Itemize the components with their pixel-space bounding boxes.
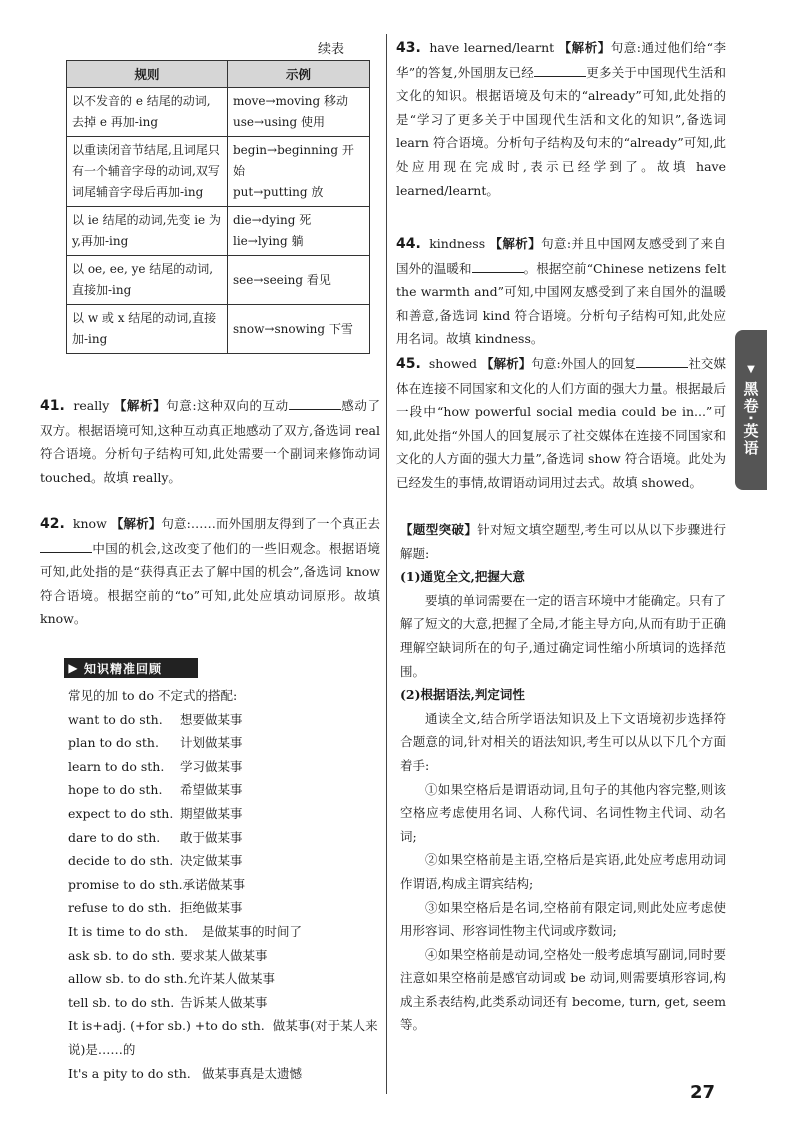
tip-point-2: ②如果空格前是主语,空格后是宾语,此处应考虑用动词作谓语,构成主谓宾结构; [400, 852, 726, 891]
triangle-icon: ▼ [747, 363, 755, 375]
step-2-body: 通读全文,结合所学语法知识及上下文语境初步选择符合题意的词,针对相关的语法知识,考生可以从以下几个方面着手: [400, 710, 726, 773]
list-item: refuse to do sth. 拒绝做某事 [68, 900, 243, 916]
column-divider [386, 34, 387, 1094]
table-row [67, 256, 370, 305]
example-cell: see→seeing 看见 [228, 256, 370, 305]
list-item: promise to do sth.承诺做某事 [68, 876, 246, 892]
analysis-tag: 【解析】 [481, 356, 532, 371]
answer: kindness [429, 236, 486, 251]
page-number: 27 [690, 1082, 716, 1103]
list-item: It's a pity to do sth. 做某事真是太遗憾 [68, 1065, 303, 1081]
example-cell: die→dying 死 lie→lying 躺 [228, 207, 370, 256]
answer: really [73, 398, 110, 413]
blank [289, 397, 341, 410]
list-item: learn to do sth. 学习做某事 [68, 758, 243, 774]
blank [40, 540, 92, 553]
list-item: ask sb. to do sth. 要求某人做某事 [68, 947, 268, 963]
arrow-icon: ▶ [68, 661, 78, 675]
tip-point-3: ③如果空格后是名词,空格前有限定词,则此处应考虑使用形容词、形容词性物主代词或序数词; [400, 899, 726, 939]
tip-point-1: ①如果空格后是谓语动词,且句子的其他内容完整,则该空格应考虑使用名词、人称代词、名词性物主代词、动名词; [400, 781, 726, 844]
tips-intro: 【题型突破】针对短文填空题型,考生可以从以下步骤进行解题: [400, 522, 726, 561]
blank [636, 355, 688, 368]
knowledge-review-banner: ▶ 知识精准回顾 [64, 658, 198, 678]
tip-point-4: ④如果空格前是动词,空格处一般考虑填写副词,同时要注意如果空格前是感官动词或 be 动词,则需要填形容词,构成主系表结构,此类系动词还有 become, turn, get, seem 等。 [400, 946, 726, 1033]
example-cell: move→moving 移动 use→using 使用 [228, 88, 370, 137]
analysis-tag: 【解析】 [489, 236, 542, 251]
blank [472, 260, 524, 273]
list-item: It is time to do sth. 是做某事的时间了 [68, 923, 303, 939]
rule-cell: 以不发音的 e 结尾的动词,去掉 e 再加-ing [67, 88, 228, 137]
analysis-tag: 【解析】 [558, 40, 611, 55]
list-item: want to do sth. 想要做某事 [68, 711, 243, 727]
table-row [67, 305, 370, 354]
question-45: 45. showed 【解析】句意:外国人的回复 社交媒体在连接不同国家和文化的人们方面的强大力量。根据最后一段中“how powerful social media could be in...”可知,此处指“外国人的回复展示了社交媒体在连接不同国家和文化的人方面的强大力量”,备选词 show 符合语境。此处为已经发生的事情,故谓语动词用过去式。故填 showed。 [396, 356, 726, 490]
phrase-intro: 常见的加 to do 不定式的搭配: [68, 688, 238, 703]
list-item: allow sb. to do sth.允许某人做某事 [68, 971, 276, 987]
table-row [67, 137, 370, 207]
continued-label: 续表 [318, 42, 345, 57]
step-2-title: (2)根据语法,判定词性 [400, 687, 525, 703]
analysis-tag: 【解析】 [110, 516, 162, 531]
list-item: hope to do sth. 希望做某事 [68, 782, 243, 798]
table-header-rule: 规则 [67, 61, 228, 88]
example-cell: begin→beginning 开始 put→putting 放 [228, 137, 370, 207]
rule-cell: 以重读闭音节结尾,且词尾只有一个辅音字母的动词,双写词尾辅音字母后再加-ing [67, 137, 228, 207]
list-item: expect to do sth. 期望做某事 [68, 805, 243, 821]
answer: showed [428, 356, 477, 371]
side-tab: ▼ 黑卷·英语 [735, 330, 767, 490]
exam-tips [400, 518, 726, 1037]
question-44: 44. kindness 【解析】句意:并且中国网友感受到了来自国外的温暖和 。根据空前“Chinese netizens felt the warmth and”可知,中国网友感受到了来自国外的温暖和善意,备选词 kind 符合语境。分析句子结构可知,此处应用名词。故填 kindness。 [396, 236, 726, 347]
example-cell: snow→snowing 下雪 [228, 305, 370, 354]
step-1-title: (1)通览全文,把握大意 [400, 569, 525, 585]
answer: know [72, 516, 107, 531]
table-header-example: 示例 [228, 61, 370, 88]
question-41: 41. really 【解析】句意:这种双向的互动 感动了双方。根据语境可知,这种互动真正地感动了双方,备选词 real 符合语境。分析句子结构可知,此处需要一个副词来修饰动词 touched。故填 really。 [40, 398, 380, 485]
blank [534, 64, 586, 77]
list-item: decide to do sth. 决定做某事 [68, 853, 243, 869]
question-42: 42. know 【解析】句意:……而外国朋友得到了一个真正去中国的机会,这改变了他们的一些旧观念。根据语境可知,此处指的是“获得真正去了解中国的机会”,备选词 know 符合语境。根据空前的“to”可知,此处应填动词原形。故填 know。 [40, 516, 380, 627]
table-row [67, 207, 370, 256]
list-item: tell sb. to do sth. 告诉某人做某事 [68, 994, 268, 1010]
rule-cell: 以 oe, ee, ye 结尾的动词,直接加-ing [67, 256, 228, 305]
table-row [67, 88, 370, 137]
rule-cell: 以 w 或 x 结尾的动词,直接加-ing [67, 305, 228, 354]
answer: have learned/learnt [429, 40, 555, 55]
step-1-body: 要填的单词需要在一定的语言环境中才能确定。只有了解了短文的大意,把握了全局,才能主导方向,从而有助于正确理解空缺词所在的句子,通过确定词性缩小所填词的选择范围。 [400, 592, 726, 679]
rule-cell: 以 ie 结尾的动词,先变 ie 为 y,再加-ing [67, 207, 228, 256]
rules-table [66, 60, 370, 354]
analysis-tag: 【解析】 [113, 398, 167, 413]
list-item: plan to do sth. 计划做某事 [68, 735, 243, 751]
phrase-list [68, 684, 384, 1085]
question-43: 43. have learned/learnt 【解析】句意:通过他们给“李华”的答复,外国朋友已经 更多关于中国现代生活和文化的知识。根据语境及句末的“already”可知,此处指的是“学习了更多关于中国现代生活和文化的知识”,备选词 learn 符合语境。分析句子结构及句末的“already”可知,此处应用现在完成时,表示已经学到了。故填 have learned/learnt。 [396, 40, 726, 198]
list-item: It is+adj. (+for sb.) +to do sth. 做某事(对于某人来说)是……的 [68, 1018, 378, 1057]
list-item: dare to do sth. 敢于做某事 [68, 829, 243, 845]
